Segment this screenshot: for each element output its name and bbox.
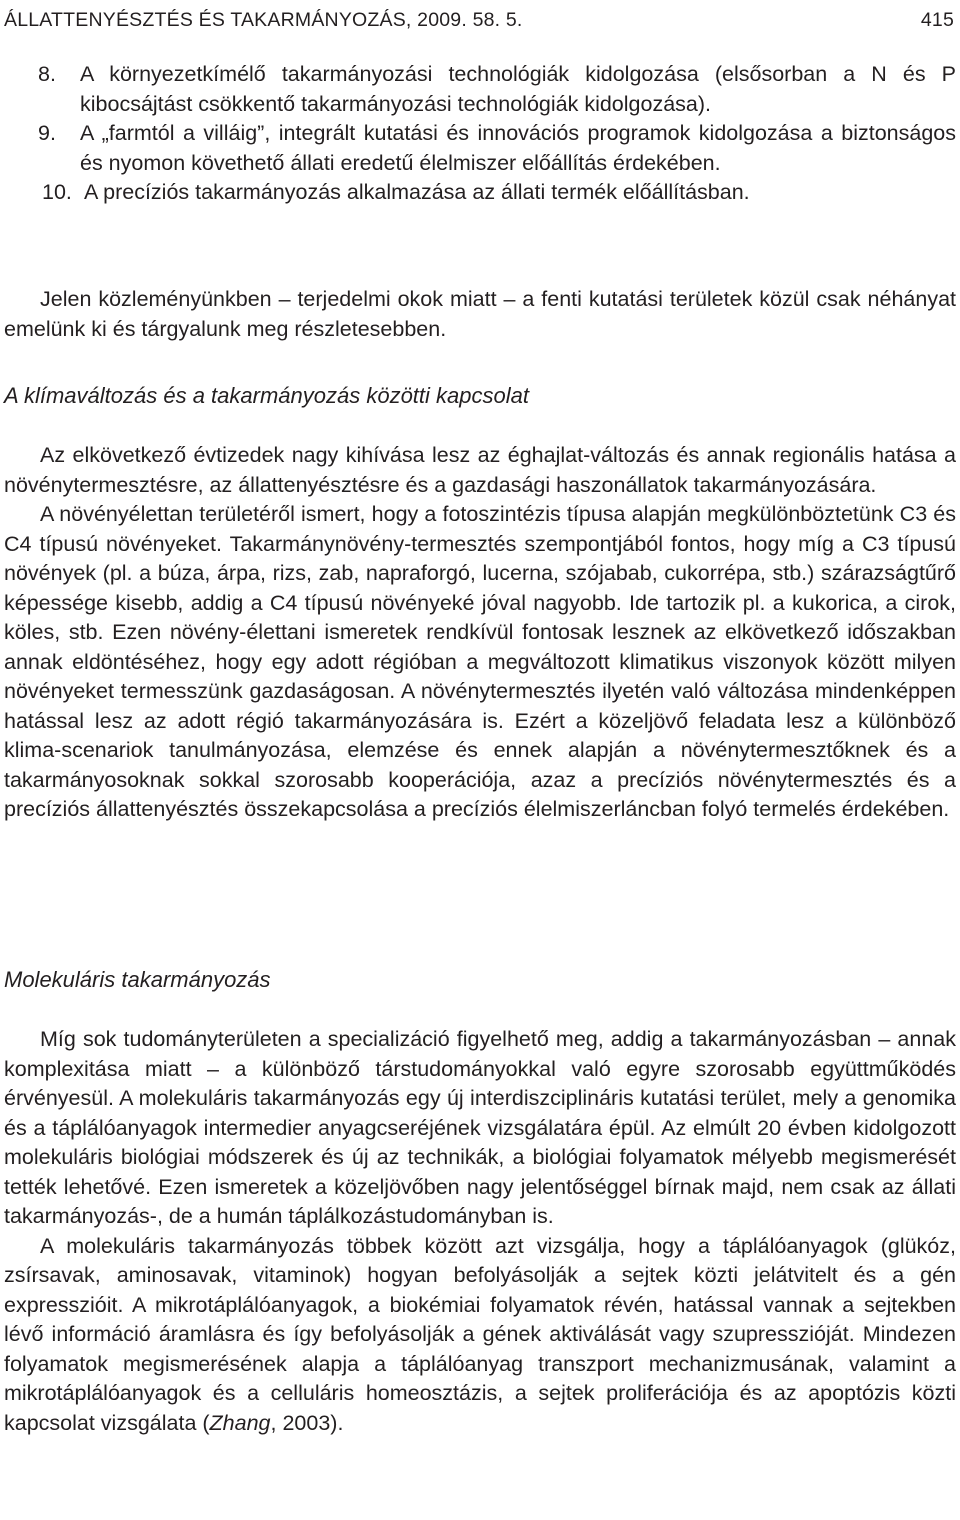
section-heading-climate: A klímaváltozás és a takarmányozás közötti kapcsolat: [4, 383, 529, 408]
paragraph: [4, 1232, 956, 1439]
list-item: [4, 119, 956, 178]
page-number: 415: [920, 9, 954, 31]
page-header: [4, 8, 956, 32]
list-item-number: 9.: [38, 121, 56, 145]
list-item-text: A „farmtól a villáig”, integrált kutatási és innovációs programok kidolgozása a biztonságos és nyomon követhető állati eredetű élelmiszer előállítás érdekében.: [80, 121, 956, 175]
journal-running-title: ÁLLATTENYÉSZTÉS ÉS TAKARMÁNYOZÁS, 2009. 58. 5.: [4, 9, 523, 31]
list-item-text: A környezetkímélő takarmányozási technológiák kidolgozása (elsősorban a N és P kibocsájtást csökkentő takarmányozási technológiák kidolgozása).: [80, 62, 956, 116]
intro-paragraph: Jelen közleményünkben – terjedelmi okok miatt – a fenti kutatási területek közül csak néhányat emelünk ki és tárgyalunk meg részletesebben.: [4, 287, 956, 341]
section-body-climate: [4, 441, 956, 825]
list-item: [4, 60, 956, 119]
list-item-text: A precíziós takarmányozás alkalmazása az állati termék előállításban.: [84, 180, 750, 204]
paragraph: A növényélettan területéről ismert, hogy a fotoszintézis típusa alapján megkülönböztetünk C3 és C4 típusú növényeket. Takarmánynövény-termesztés szempontjából fontos, hogy míg a C3 típusú növények (pl. a búza, árpa, rizs, zab, napraforgó, lucerna, szójabab, cukorrépa, stb.) szárazságtűrő képessége kisebb, addig a C4 típusú növényeké jóval nagyobb. Ide tartozik pl. a kukorica, a cirok, köles, stb. Ezen növény-élettani ismeretek rendkívül fontosak lesznek az elkövetkező időszakban annak eldöntéséhez, hogy egy adott régióban a megváltozott klimatikus viszonyok között milyen növényeket termesszünk gazdaságosan. A növénytermesztés ilyetén való változása mindenképpen hatással lesz az adott régió takarmányozására is. Ezért a közeljövő feladata lesz a különböző klima-scenariok tanulmányozása, elemzése és ennek alapján a növénytermesztőknek és a takarmányosoknak sokkal szorosabb kooperációja, azaz a precíziós növénytermesztés és a precíziós állattenyésztés összekapcsolása a precíziós élelmiszerláncban folyó termelés érdekében.: [4, 502, 956, 821]
paragraph: Míg sok tudományterületen a specializáció figyelhető meg, addig a takarmányozásban – annak komplexitása miatt – a különböző társtudományokkal való egyre szorosabb együttműködés érvényesül. A molekuláris takarmányozás egy új interdiszciplináris kutatási terület, mely a genomika és a táplálóanyagok intermedier anyagcseréjének vizsgálatára épül. Az elmúlt 20 évben kidolgozott molekuláris biológiai módszerek és új az technikák, a biológiai folyamatok mélyebb megismerését tették lehetővé. Ezen ismeretek a közeljövőben nagy jelentőséggel bírnak majd, nem csak az állati takarmányozás-, de a humán táplálkozástudományban is.: [4, 1027, 956, 1228]
research-area-list: [4, 60, 956, 208]
paragraph: Az elkövetkező évtizedek nagy kihívása lesz az éghajlat-változás és annak regionális hatása a növénytermesztésre, az állattenyésztésre és a gazdasági haszonállatok takarmányozására.: [4, 443, 956, 497]
list-item: [4, 178, 956, 208]
citation-author: Zhang: [209, 1410, 271, 1435]
list-item-number: 8.: [38, 62, 56, 86]
paragraph-text: A molekuláris takarmányozás többek között azt vizsgálja, hogy a táplálóanyagok (glükóz, zsírsavak, aminosavak, vitaminok) hogyan befolyásolják a sejtek közti jelátvitelt és a gén expresszióit. A mikrotáplálóanyagok, a biokémiai folyamatok révén, hatással vannak a sejtekben lévő információ áramlásra és így befolyásolják a gének aktiválását vagy szupresszióját. Mindezen folyamatok megismerésének alapja a táplálóanyag transzport mechanizmusának, valamint a mikrotáplálóanyagok és a celluláris homeosztázis, a sejtek proliferációja és az apoptózis közti kapcsolat vizsgálata (: [4, 1233, 956, 1435]
section-body-molecular: [4, 1025, 956, 1438]
intro-block: [4, 285, 956, 344]
list-item-number: 10.: [42, 180, 72, 204]
citation-year: , 2003).: [270, 1410, 344, 1435]
section-heading-molecular: Molekuláris takarmányozás: [4, 967, 271, 992]
